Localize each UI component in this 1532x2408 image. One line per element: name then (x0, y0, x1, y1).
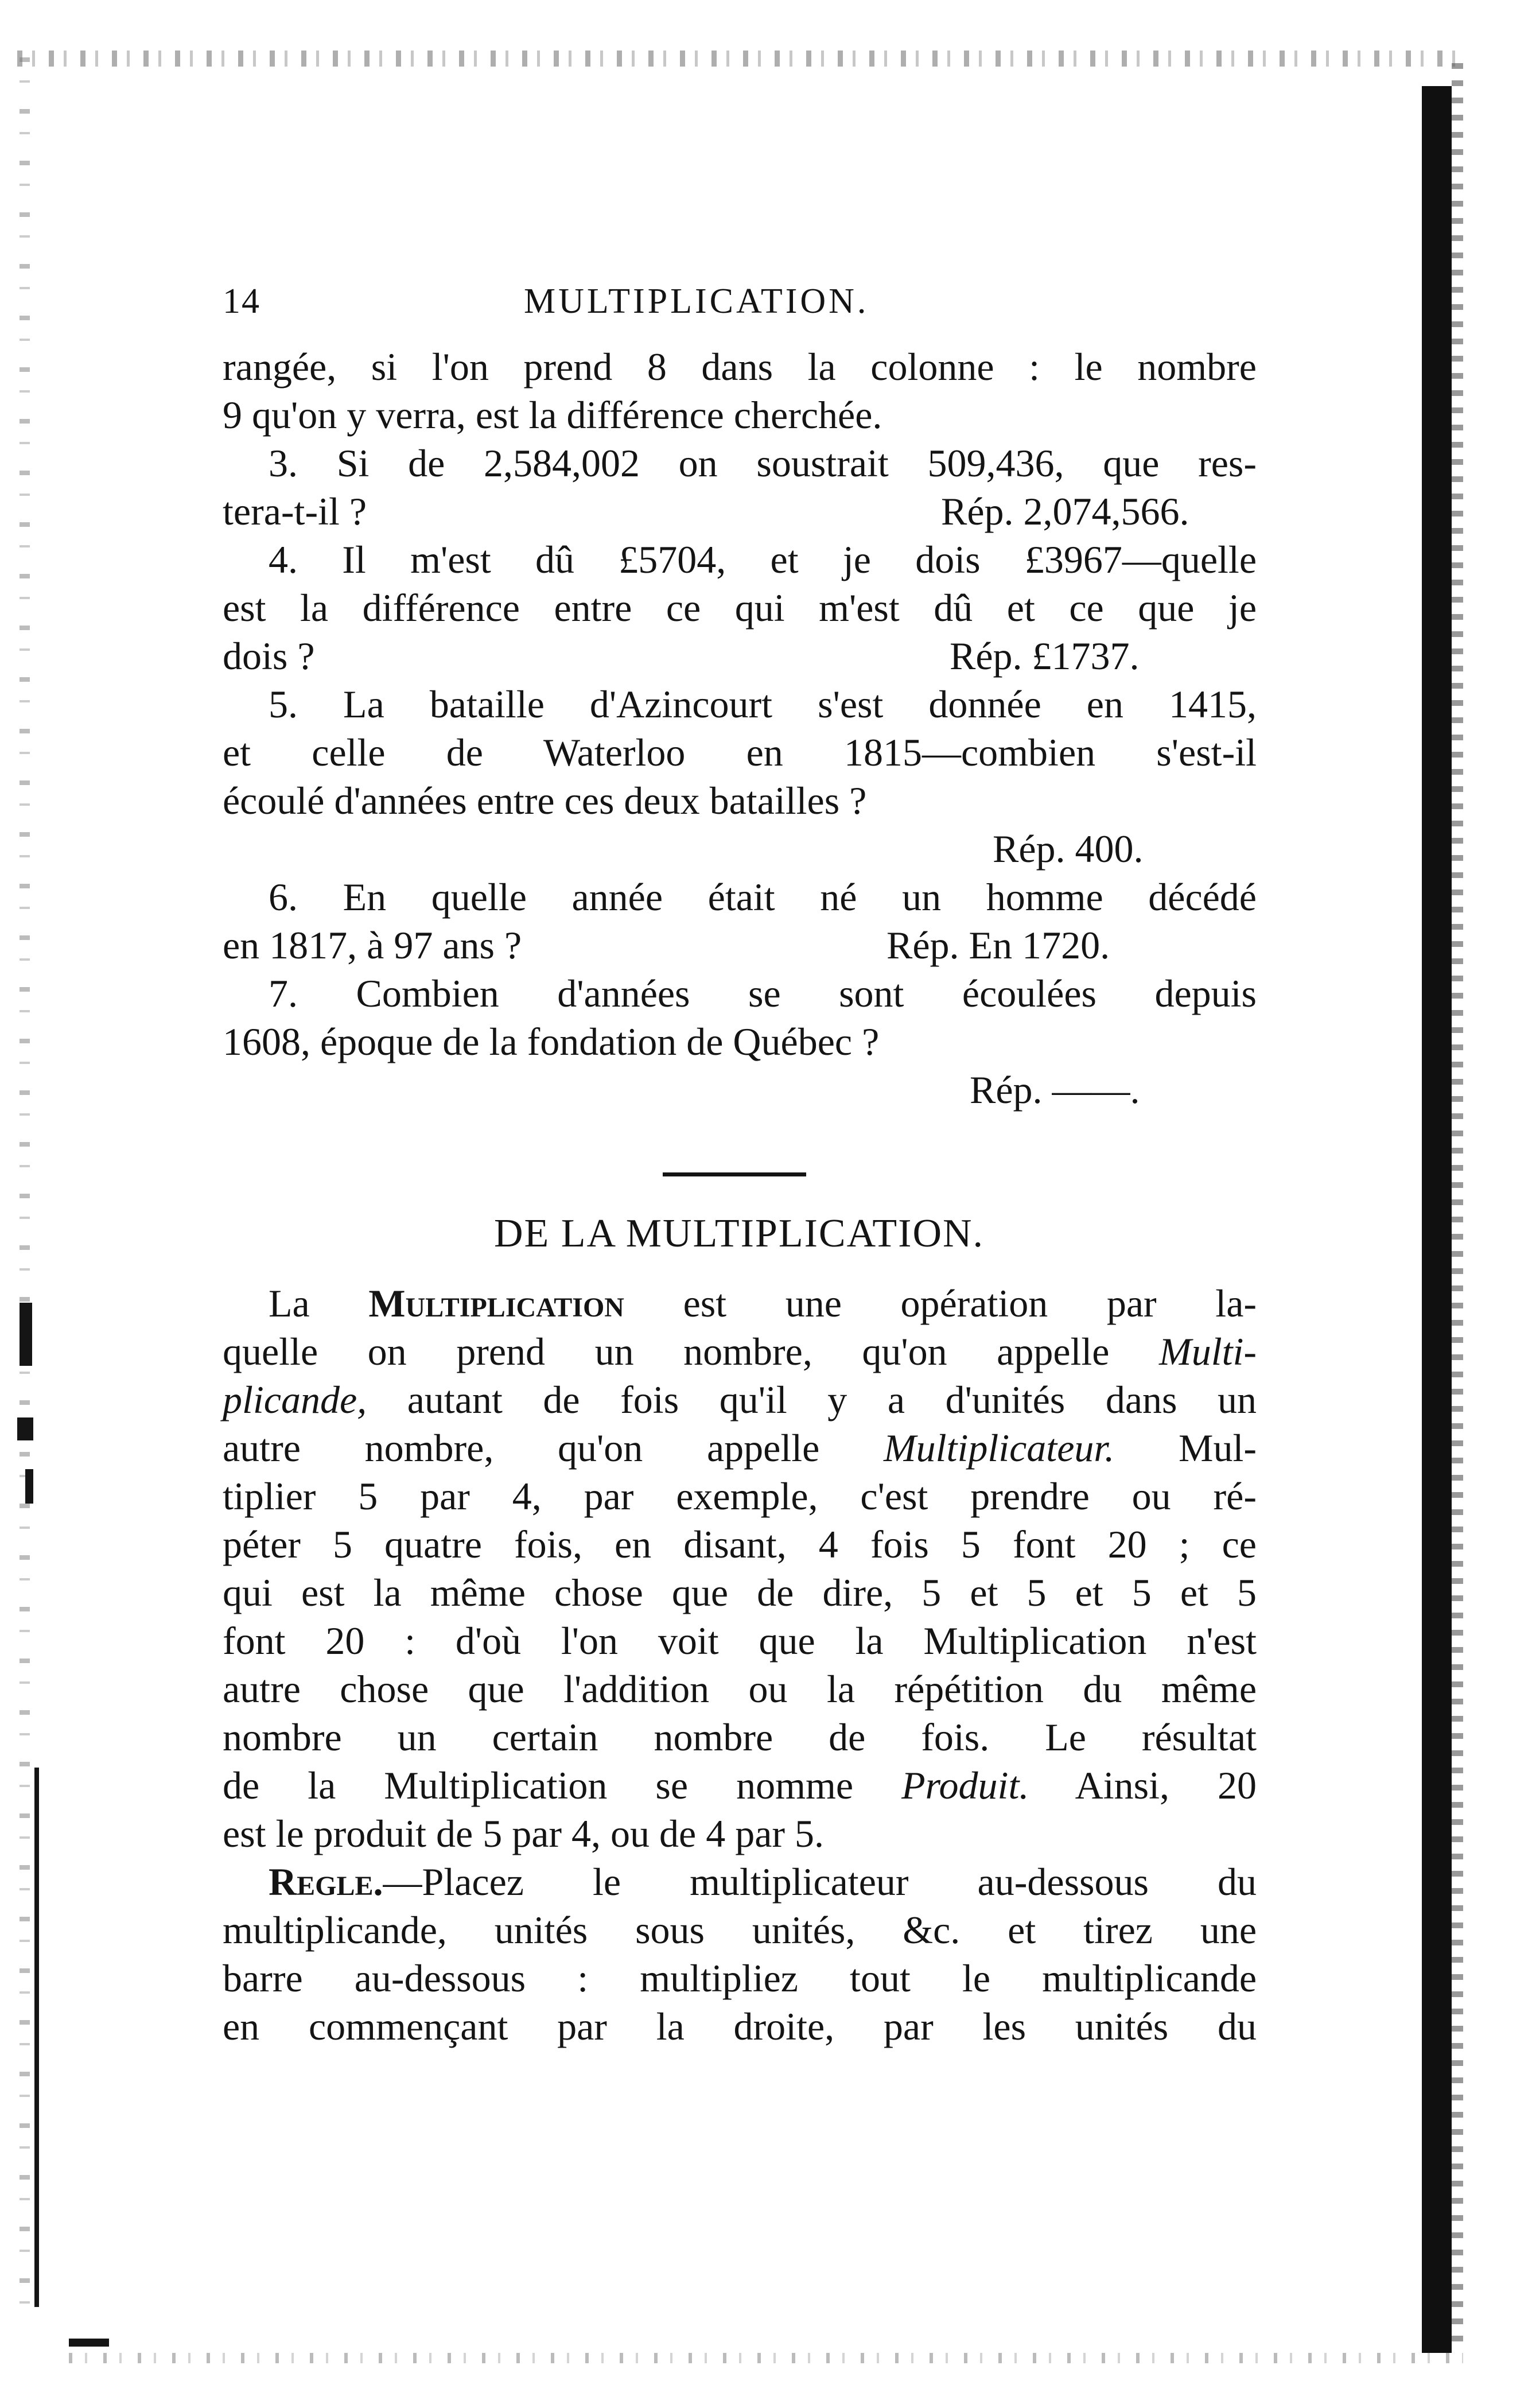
paragraph-line: autre chose que l'addition ou la répétition du même (223, 1667, 1257, 1711)
exercise-7-answer: Rép. ——. (970, 1068, 1140, 1112)
scan-edge-left (20, 57, 30, 2330)
paragraph-line (269, 1859, 1257, 1905)
text-run: autant de fois qu'il y a d'unités dans un (407, 1378, 1257, 1422)
exercise-5-line: écoulé d'années entre ces deux batailles ? (223, 779, 867, 822)
text-run: Mul- (1179, 1426, 1257, 1470)
exercise-3-line: 3. Si de 2,584,002 on soustrait 509,436, que res- (269, 441, 1257, 485)
exercise-4-line: 4. Il m'est dû £5704, et je dois £3967—quelle (269, 538, 1257, 581)
paragraph-line (223, 1426, 1257, 1471)
exercise-text-line: 9 qu'on y verra, est la différence cherchée. (223, 393, 882, 437)
paragraph-line: multiplicande, unités sous unités, &c. et tirez une (223, 1908, 1257, 1952)
exercise-5-answer: Rép. 400. (993, 827, 1144, 871)
text-run: —Placez le multiplicateur au-dessous du (383, 1860, 1257, 1904)
paragraph-line: péter 5 quatre fois, en disant, 4 fois 5 font 20 ; ce (223, 1523, 1257, 1566)
term-produit: Produit. (901, 1764, 1029, 1807)
page-header (223, 281, 1026, 333)
page-number: 14 (223, 282, 260, 321)
exercise-6-answer: Rép. En 1720. (886, 923, 1110, 967)
scan-edge-right (1422, 86, 1452, 2353)
text-run: autre nombre, qu'on appelle (223, 1426, 820, 1470)
exercise-text-line: rangée, si l'on prend 8 dans la colonne : le nombre (223, 345, 1257, 389)
exercise-4-answer: Rép. £1737. (950, 634, 1140, 678)
exercise-4-line: est la différence entre ce qui m'est dû et ce que je (223, 586, 1257, 630)
scan-mark (34, 1768, 39, 2307)
paragraph-line (223, 1763, 1257, 1808)
section-title: DE LA MULTIPLICATION. (493, 1211, 985, 1256)
exercise-6-line: 6. En quelle année était né un homme décédé (269, 875, 1257, 919)
scan-edge-right-noise (1452, 63, 1463, 2353)
scan-mark (17, 1417, 33, 1440)
scan-edge-top (17, 51, 1463, 67)
section-divider (663, 1172, 806, 1176)
scan-mark (69, 2339, 109, 2347)
exercise-7-line: 1608, époque de la fondation de Québec ? (223, 1020, 880, 1063)
scan-edge-bottom (69, 2353, 1463, 2363)
text-run: quelle on prend un nombre, qu'on appelle (223, 1330, 1110, 1373)
text-run: Ainsi, 20 (1075, 1764, 1257, 1807)
exercise-6-line: en 1817, à 97 ans ? (223, 923, 522, 967)
text-run: La (269, 1281, 310, 1325)
term-multiplicateur: Multiplicateur. (884, 1426, 1115, 1470)
paragraph-line: en commençant par la droite, par les unités du (223, 2005, 1257, 2048)
paragraph-line (223, 1377, 1257, 1423)
paragraph-line: font 20 : d'où l'on voit que la Multiplication n'est (223, 1619, 1257, 1663)
paragraph-line: qui est la même chose que de dire, 5 et 5 et 5 et 5 (223, 1571, 1257, 1614)
exercise-4-line: dois ? (223, 634, 315, 678)
exercise-3-line: tera-t-il ? (223, 490, 367, 533)
paragraph-line: est le produit de 5 par 4, ou de 4 par 5. (223, 1812, 825, 1855)
exercise-7-line: 7. Combien d'années se sont écoulées depuis (269, 972, 1257, 1015)
term-multiplicande-part: plicande, (223, 1378, 367, 1422)
term-multiplication: Multiplication (368, 1281, 624, 1325)
rule-label: Regle. (269, 1860, 383, 1904)
paragraph-line: barre au-dessous : multipliez tout le multiplicande (223, 1956, 1257, 2000)
paragraph-line: tiplier 5 par 4, par exemple, c'est prendre ou ré- (223, 1474, 1257, 1518)
scan-mark (20, 1303, 32, 1366)
exercise-3-answer: Rép. 2,074,566. (941, 490, 1189, 533)
paragraph-line (223, 1329, 1257, 1374)
paragraph-line (269, 1281, 1257, 1326)
paragraph-line: nombre un certain nombre de fois. Le résultat (223, 1715, 1257, 1759)
exercise-5-line: et celle de Waterloo en 1815—combien s'est-il (223, 731, 1257, 774)
term-multiplicande-part: Multi- (1159, 1330, 1257, 1373)
scan-mark (25, 1469, 33, 1504)
exercise-5-line: 5. La bataille d'Azincourt s'est donnée en 1415, (269, 682, 1257, 726)
running-title: MULTIPLICATION. (524, 282, 869, 321)
text-run: de la Multiplication se nomme (223, 1764, 854, 1807)
text-run: est une opération par la- (683, 1281, 1257, 1325)
